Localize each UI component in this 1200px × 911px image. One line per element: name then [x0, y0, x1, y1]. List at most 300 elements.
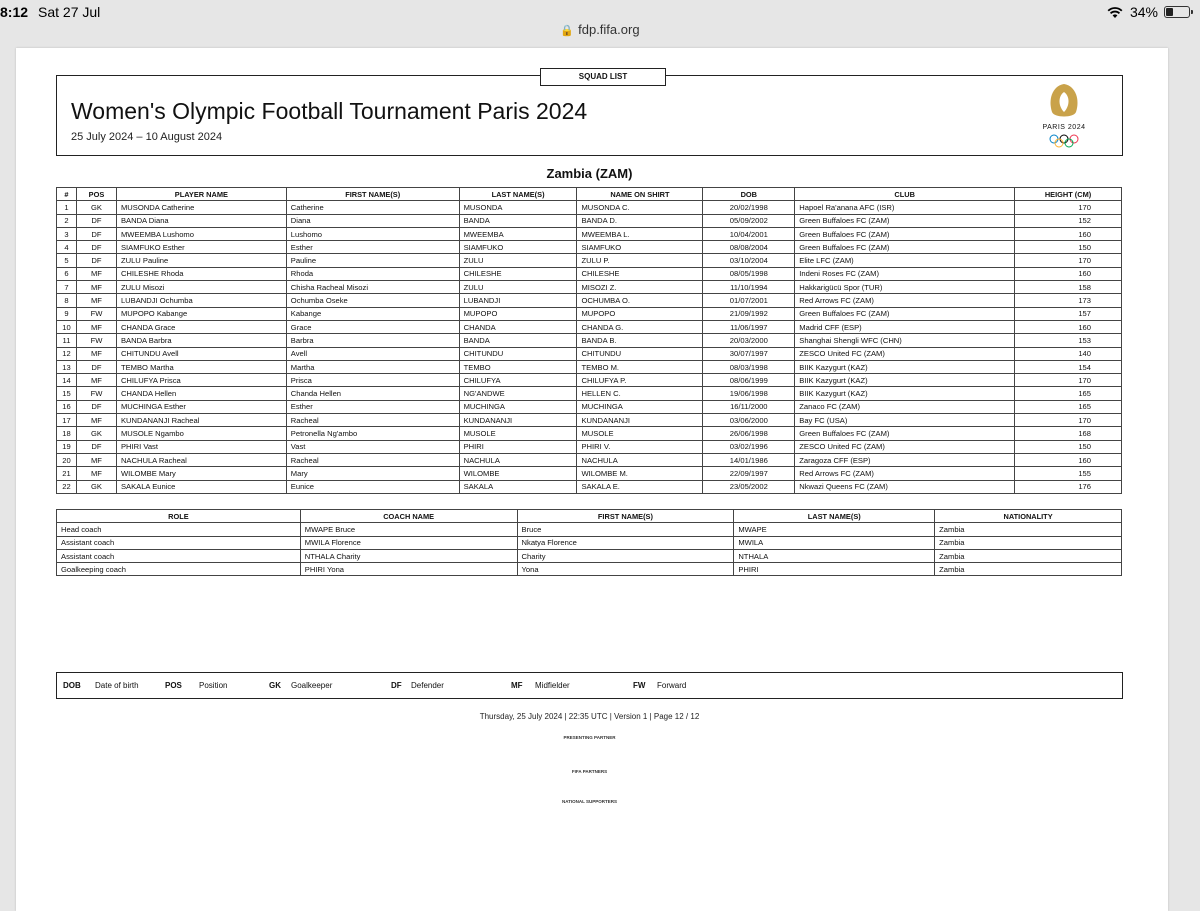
battery-icon: [1164, 6, 1190, 18]
table-row: [57, 400, 1122, 413]
cell-shirt-name: CHILESHE: [577, 267, 703, 280]
col-header-last-names: LAST NAME(S): [734, 510, 935, 523]
cell-club: Nkwazi Queens FC (ZAM): [795, 480, 1015, 493]
cell-shirt-name: CHITUNDU: [577, 347, 703, 360]
cell-num: 19: [57, 440, 77, 453]
legend-value: Forward: [657, 681, 687, 690]
cell-height: 170: [1015, 374, 1122, 387]
cell-last-names: CHILUFYA: [459, 374, 577, 387]
cell-last-names: MWILA: [734, 536, 935, 549]
legend-value: Position: [199, 681, 228, 690]
fifa-partners-label: FIFA PARTNERS: [571, 769, 608, 774]
cell-shirt-name: WILOMBE M.: [577, 467, 703, 480]
paris-2024-logo: [1032, 82, 1096, 152]
cell-club: Red Arrows FC (ZAM): [795, 294, 1015, 307]
document-header: [56, 75, 1123, 156]
table-row: [57, 549, 1122, 562]
cell-first-names: Mary: [286, 467, 459, 480]
cell-dob: 21/09/1992: [703, 307, 795, 320]
cell-first-names: Lushomo: [286, 227, 459, 240]
address-bar[interactable]: [0, 22, 1200, 40]
squad-list-tab: SQUAD LIST: [540, 68, 666, 86]
cell-first-names: Esther: [286, 400, 459, 413]
legend-value: Defender: [411, 681, 444, 690]
cell-dob: 30/07/1997: [703, 347, 795, 360]
cell-coach-name: PHIRI Yona: [300, 563, 517, 576]
cell-role: Assistant coach: [57, 536, 301, 549]
cell-num: 15: [57, 387, 77, 400]
cell-num: 22: [57, 480, 77, 493]
cell-player-name: CHILUFYA Prisca: [116, 374, 286, 387]
cell-first-names: Avell: [286, 347, 459, 360]
cell-num: 16: [57, 400, 77, 413]
cell-club: Hakkarigücü Spor (TUR): [795, 281, 1015, 294]
cell-last-names: MUCHINGA: [459, 400, 577, 413]
table-row: [57, 480, 1122, 493]
table-row: [57, 214, 1122, 227]
status-bar: [0, 0, 1200, 24]
cell-club: Indeni Roses FC (ZAM): [795, 267, 1015, 280]
cell-club: Green Buffaloes FC (ZAM): [795, 307, 1015, 320]
cell-pos: FW: [76, 307, 116, 320]
cell-pos: DF: [76, 241, 116, 254]
cell-pos: MF: [76, 320, 116, 333]
cell-last-names: PHIRI: [734, 563, 935, 576]
cell-last-names: CHANDA: [459, 320, 577, 333]
cell-num: 21: [57, 467, 77, 480]
cell-player-name: PHIRI Vast: [116, 440, 286, 453]
table-row: [57, 294, 1122, 307]
col-header-pos: POS: [76, 188, 116, 201]
cell-player-name: MUSOLE Ngambo: [116, 427, 286, 440]
col-header-shirt-name: NAME ON SHIRT: [577, 188, 703, 201]
legend-value: Goalkeeper: [291, 681, 333, 690]
cell-height: 160: [1015, 267, 1122, 280]
cell-dob: 11/06/1997: [703, 320, 795, 333]
legend-value: Date of birth: [95, 681, 139, 690]
table-row: [57, 241, 1122, 254]
cell-height: 173: [1015, 294, 1122, 307]
cell-dob: 01/07/2001: [703, 294, 795, 307]
cell-player-name: MWEEMBA Lushomo: [116, 227, 286, 240]
cell-pos: MF: [76, 347, 116, 360]
cell-last-names: MUSOLE: [459, 427, 577, 440]
cell-pos: MF: [76, 294, 116, 307]
cell-club: Shanghai Shengli WFC (CHN): [795, 334, 1015, 347]
table-row: [57, 414, 1122, 427]
cell-last-names: MUPOPO: [459, 307, 577, 320]
cell-player-name: TEMBO Martha: [116, 360, 286, 373]
cell-height: 157: [1015, 307, 1122, 320]
cell-last-names: SIAMFUKO: [459, 241, 577, 254]
legend-value: Midfielder: [535, 681, 570, 690]
col-header-club: CLUB: [795, 188, 1015, 201]
cell-first-names: Eunice: [286, 480, 459, 493]
cell-player-name: LUBANDJI Ochumba: [116, 294, 286, 307]
cell-pos: DF: [76, 360, 116, 373]
table-row: [57, 523, 1122, 536]
cell-height: 150: [1015, 241, 1122, 254]
cell-last-names: MUSONDA: [459, 201, 577, 214]
legend-key: GK: [269, 681, 281, 690]
cell-first-names: Racheal: [286, 453, 459, 466]
table-row: [57, 201, 1122, 214]
cell-num: 10: [57, 320, 77, 333]
cell-num: 3: [57, 227, 77, 240]
cell-pos: DF: [76, 400, 116, 413]
cell-pos: GK: [76, 201, 116, 214]
legend-key: MF: [511, 681, 523, 690]
cell-first-names: Catherine: [286, 201, 459, 214]
cell-num: 12: [57, 347, 77, 360]
cell-role: Head coach: [57, 523, 301, 536]
cell-club: BIIK Kazygurt (KAZ): [795, 360, 1015, 373]
cell-height: 154: [1015, 360, 1122, 373]
presenting-partner-label: PRESENTING PARTNER: [563, 735, 616, 740]
cell-shirt-name: ZULU P.: [577, 254, 703, 267]
table-row: [57, 320, 1122, 333]
cell-pos: GK: [76, 427, 116, 440]
cell-first-names: Kabange: [286, 307, 459, 320]
col-header-num: #: [57, 188, 77, 201]
cell-player-name: CHILESHE Rhoda: [116, 267, 286, 280]
cell-role: Assistant coach: [57, 549, 301, 562]
cell-height: 160: [1015, 320, 1122, 333]
battery-percent: 34%: [1129, 4, 1158, 20]
legend-key: FW: [633, 681, 646, 690]
col-header-role: ROLE: [57, 510, 301, 523]
battery-fill: [1166, 8, 1173, 16]
cell-club: Zanaco FC (ZAM): [795, 400, 1015, 413]
cell-shirt-name: BANDA D.: [577, 214, 703, 227]
cell-pos: FW: [76, 334, 116, 347]
cell-club: Green Buffaloes FC (ZAM): [795, 214, 1015, 227]
cell-height: 155: [1015, 467, 1122, 480]
cell-player-name: SIAMFUKO Esther: [116, 241, 286, 254]
cell-num: 18: [57, 427, 77, 440]
squad-body: [57, 201, 1122, 494]
cell-dob: 03/06/2000: [703, 414, 795, 427]
cell-height: 176: [1015, 480, 1122, 493]
cell-first-names: Martha: [286, 360, 459, 373]
cell-height: 160: [1015, 453, 1122, 466]
cell-num: 1: [57, 201, 77, 214]
cell-player-name: KUNDANANJI Racheal: [116, 414, 286, 427]
col-header-height: HEIGHT (CM): [1015, 188, 1122, 201]
table-row: [57, 374, 1122, 387]
cell-last-names: SAKALA: [459, 480, 577, 493]
cell-first-names: Pauline: [286, 254, 459, 267]
cell-dob: 14/01/1986: [703, 453, 795, 466]
cell-height: 170: [1015, 254, 1122, 267]
cell-dob: 20/02/1998: [703, 201, 795, 214]
cell-first-names: Vast: [286, 440, 459, 453]
lock-icon: 🔒: [560, 25, 575, 37]
cell-dob: 26/06/1998: [703, 427, 795, 440]
cell-nationality: Zambia: [935, 563, 1122, 576]
cell-num: 4: [57, 241, 77, 254]
cell-height: 153: [1015, 334, 1122, 347]
cell-num: 20: [57, 453, 77, 466]
coach-body: [57, 523, 1122, 576]
cell-last-names: CHILESHE: [459, 267, 577, 280]
cell-player-name: NACHULA Racheal: [116, 453, 286, 466]
cell-pos: DF: [76, 254, 116, 267]
cell-pos: MF: [76, 453, 116, 466]
cell-num: 5: [57, 254, 77, 267]
cell-player-name: SAKALA Eunice: [116, 480, 286, 493]
cell-dob: 08/06/1999: [703, 374, 795, 387]
cell-pos: MF: [76, 414, 116, 427]
cell-shirt-name: NACHULA: [577, 453, 703, 466]
table-row: [57, 267, 1122, 280]
cell-num: 7: [57, 281, 77, 294]
cell-club: BIIK Kazygurt (KAZ): [795, 387, 1015, 400]
cell-height: 170: [1015, 414, 1122, 427]
cell-dob: 10/04/2001: [703, 227, 795, 240]
col-header-player-name: PLAYER NAME: [116, 188, 286, 201]
cell-player-name: MUCHINGA Esther: [116, 400, 286, 413]
cell-last-names: TEMBO: [459, 360, 577, 373]
cell-last-names: NTHALA: [734, 549, 935, 562]
cell-player-name: BANDA Barbra: [116, 334, 286, 347]
cell-shirt-name: MUSONDA C.: [577, 201, 703, 214]
table-row: [57, 227, 1122, 240]
cell-pos: MF: [76, 467, 116, 480]
cell-height: 150: [1015, 440, 1122, 453]
cell-pos: GK: [76, 480, 116, 493]
table-row: [57, 427, 1122, 440]
table-row: [57, 536, 1122, 549]
cell-pos: DF: [76, 227, 116, 240]
cell-first-names: Chanda Hellen: [286, 387, 459, 400]
coach-header-row: [57, 510, 1122, 523]
footer-version-line: Thursday, 25 July 2024 | 22:35 UTC | Version 1 | Page 12 / 12: [479, 712, 700, 721]
cell-club: ZESCO United FC (ZAM): [795, 347, 1015, 360]
col-header-nationality: NATIONALITY: [935, 510, 1122, 523]
abbreviation-legend: [56, 672, 1123, 699]
cell-dob: 20/03/2000: [703, 334, 795, 347]
cell-last-names: LUBANDJI: [459, 294, 577, 307]
table-row: [57, 453, 1122, 466]
cell-num: 8: [57, 294, 77, 307]
cell-num: 9: [57, 307, 77, 320]
cell-shirt-name: KUNDANANJI: [577, 414, 703, 427]
table-row: [57, 387, 1122, 400]
status-time: 8:12: [0, 4, 29, 20]
legend-key: POS: [165, 681, 182, 690]
cell-dob: 22/09/1997: [703, 467, 795, 480]
cell-first-names: Bruce: [517, 523, 734, 536]
cell-nationality: Zambia: [935, 549, 1122, 562]
squad-header-row: [57, 188, 1122, 201]
cell-first-names: Charity: [517, 549, 734, 562]
legend-key: DF: [391, 681, 402, 690]
cell-nationality: Zambia: [935, 536, 1122, 549]
table-row: [57, 254, 1122, 267]
col-header-last-names: LAST NAME(S): [459, 188, 577, 201]
cell-last-names: MWEEMBA: [459, 227, 577, 240]
cell-last-names: CHITUNDU: [459, 347, 577, 360]
cell-club: Hapoel Ra'anana AFC (ISR): [795, 201, 1015, 214]
team-title: Zambia (ZAM): [546, 166, 633, 181]
cell-first-names: Grace: [286, 320, 459, 333]
cell-dob: 08/05/1998: [703, 267, 795, 280]
cell-dob: 08/03/1998: [703, 360, 795, 373]
cell-club: Bay FC (USA): [795, 414, 1015, 427]
cell-shirt-name: BANDA B.: [577, 334, 703, 347]
cell-pos: MF: [76, 281, 116, 294]
cell-shirt-name: CHILUFYA P.: [577, 374, 703, 387]
cell-first-names: Chisha Racheal Misozi: [286, 281, 459, 294]
cell-pos: DF: [76, 440, 116, 453]
svg-text:PARIS 2024: PARIS 2024: [1042, 124, 1086, 131]
cell-club: Green Buffaloes FC (ZAM): [795, 427, 1015, 440]
table-row: [57, 281, 1122, 294]
cell-shirt-name: CHANDA G.: [577, 320, 703, 333]
cell-dob: 23/05/2002: [703, 480, 795, 493]
cell-shirt-name: HELLEN C.: [577, 387, 703, 400]
cell-dob: 19/06/1998: [703, 387, 795, 400]
cell-dob: 08/08/2004: [703, 241, 795, 254]
cell-player-name: CHANDA Grace: [116, 320, 286, 333]
cell-num: 11: [57, 334, 77, 347]
cell-club: Green Buffaloes FC (ZAM): [795, 241, 1015, 254]
cell-height: 140: [1015, 347, 1122, 360]
cell-pos: MF: [76, 267, 116, 280]
national-supporters-label: NATIONAL SUPPORTERS: [561, 799, 618, 804]
tournament-dates: 25 July 2024 – 10 August 2024: [71, 131, 223, 143]
col-header-dob: DOB: [703, 188, 795, 201]
col-header-first-names: FIRST NAME(S): [286, 188, 459, 201]
table-row: [57, 347, 1122, 360]
cell-shirt-name: MWEEMBA L.: [577, 227, 703, 240]
cell-last-names: WILOMBE: [459, 467, 577, 480]
cell-last-names: KUNDANANJI: [459, 414, 577, 427]
cell-shirt-name: MUPOPO: [577, 307, 703, 320]
cell-height: 160: [1015, 227, 1122, 240]
col-header-first-names: FIRST NAME(S): [517, 510, 734, 523]
cell-shirt-name: MISOZI Z.: [577, 281, 703, 294]
cell-first-names: Prisca: [286, 374, 459, 387]
page-title: Women's Olympic Football Tournament Paris 2024: [71, 98, 588, 124]
cell-first-names: Yona: [517, 563, 734, 576]
cell-player-name: MUPOPO Kabange: [116, 307, 286, 320]
cell-dob: 05/09/2002: [703, 214, 795, 227]
cell-shirt-name: TEMBO M.: [577, 360, 703, 373]
cell-first-names: Racheal: [286, 414, 459, 427]
cell-last-names: MWAPE: [734, 523, 935, 536]
cell-player-name: CHITUNDU Avell: [116, 347, 286, 360]
cell-shirt-name: OCHUMBA O.: [577, 294, 703, 307]
table-row: [57, 440, 1122, 453]
cell-height: 165: [1015, 387, 1122, 400]
cell-role: Goalkeeping coach: [57, 563, 301, 576]
wifi-icon: [1106, 5, 1124, 19]
cell-player-name: WILOMBE Mary: [116, 467, 286, 480]
cell-player-name: MUSONDA Catherine: [116, 201, 286, 214]
cell-shirt-name: MUCHINGA: [577, 400, 703, 413]
cell-player-name: BANDA Diana: [116, 214, 286, 227]
cell-shirt-name: SIAMFUKO: [577, 241, 703, 254]
table-row: [57, 360, 1122, 373]
cell-first-names: Ochumba Oseke: [286, 294, 459, 307]
cell-dob: 03/02/1996: [703, 440, 795, 453]
cell-first-names: Petronella Ng'ambo: [286, 427, 459, 440]
legend-key: DOB: [63, 681, 81, 690]
cell-club: Madrid CFF (ESP): [795, 320, 1015, 333]
cell-shirt-name: PHIRI V.: [577, 440, 703, 453]
cell-coach-name: MWILA Florence: [300, 536, 517, 549]
url-text: fdp.fifa.org: [578, 22, 640, 37]
cell-last-names: PHIRI: [459, 440, 577, 453]
cell-first-names: Diana: [286, 214, 459, 227]
document-page: [16, 48, 1168, 911]
cell-num: 2: [57, 214, 77, 227]
cell-height: 165: [1015, 400, 1122, 413]
cell-num: 17: [57, 414, 77, 427]
cell-pos: MF: [76, 374, 116, 387]
cell-last-names: ZULU: [459, 281, 577, 294]
cell-height: 152: [1015, 214, 1122, 227]
cell-first-names: Esther: [286, 241, 459, 254]
cell-club: BIIK Kazygurt (KAZ): [795, 374, 1015, 387]
table-row: [57, 563, 1122, 576]
cell-club: Elite LFC (ZAM): [795, 254, 1015, 267]
cell-last-names: BANDA: [459, 214, 577, 227]
cell-first-names: Barbra: [286, 334, 459, 347]
cell-coach-name: NTHALA Charity: [300, 549, 517, 562]
cell-dob: 11/10/1994: [703, 281, 795, 294]
table-row: [57, 307, 1122, 320]
cell-pos: FW: [76, 387, 116, 400]
coach-table: [56, 509, 1122, 576]
cell-coach-name: MWAPE Bruce: [300, 523, 517, 536]
cell-pos: DF: [76, 214, 116, 227]
cell-club: ZESCO United FC (ZAM): [795, 440, 1015, 453]
cell-last-names: NACHULA: [459, 453, 577, 466]
cell-player-name: ZULU Pauline: [116, 254, 286, 267]
cell-height: 168: [1015, 427, 1122, 440]
cell-player-name: CHANDA Hellen: [116, 387, 286, 400]
cell-player-name: ZULU Misozi: [116, 281, 286, 294]
cell-dob: 16/11/2000: [703, 400, 795, 413]
cell-dob: 03/10/2004: [703, 254, 795, 267]
table-row: [57, 467, 1122, 480]
cell-first-names: Nkatya Florence: [517, 536, 734, 549]
status-right: [1106, 4, 1190, 20]
cell-nationality: Zambia: [935, 523, 1122, 536]
cell-num: 13: [57, 360, 77, 373]
cell-last-names: ZULU: [459, 254, 577, 267]
cell-first-names: Rhoda: [286, 267, 459, 280]
status-date: Sat 27 Jul: [38, 4, 101, 20]
cell-height: 158: [1015, 281, 1122, 294]
cell-club: Zaragoza CFF (ESP): [795, 453, 1015, 466]
cell-num: 14: [57, 374, 77, 387]
cell-last-names: NG'ANDWE: [459, 387, 577, 400]
cell-height: 170: [1015, 201, 1122, 214]
col-header-coach-name: COACH NAME: [300, 510, 517, 523]
table-row: [57, 334, 1122, 347]
cell-num: 6: [57, 267, 77, 280]
cell-shirt-name: MUSOLE: [577, 427, 703, 440]
squad-table: [56, 187, 1122, 494]
cell-club: Red Arrows FC (ZAM): [795, 467, 1015, 480]
cell-club: Green Buffaloes FC (ZAM): [795, 227, 1015, 240]
cell-shirt-name: SAKALA E.: [577, 480, 703, 493]
cell-last-names: BANDA: [459, 334, 577, 347]
